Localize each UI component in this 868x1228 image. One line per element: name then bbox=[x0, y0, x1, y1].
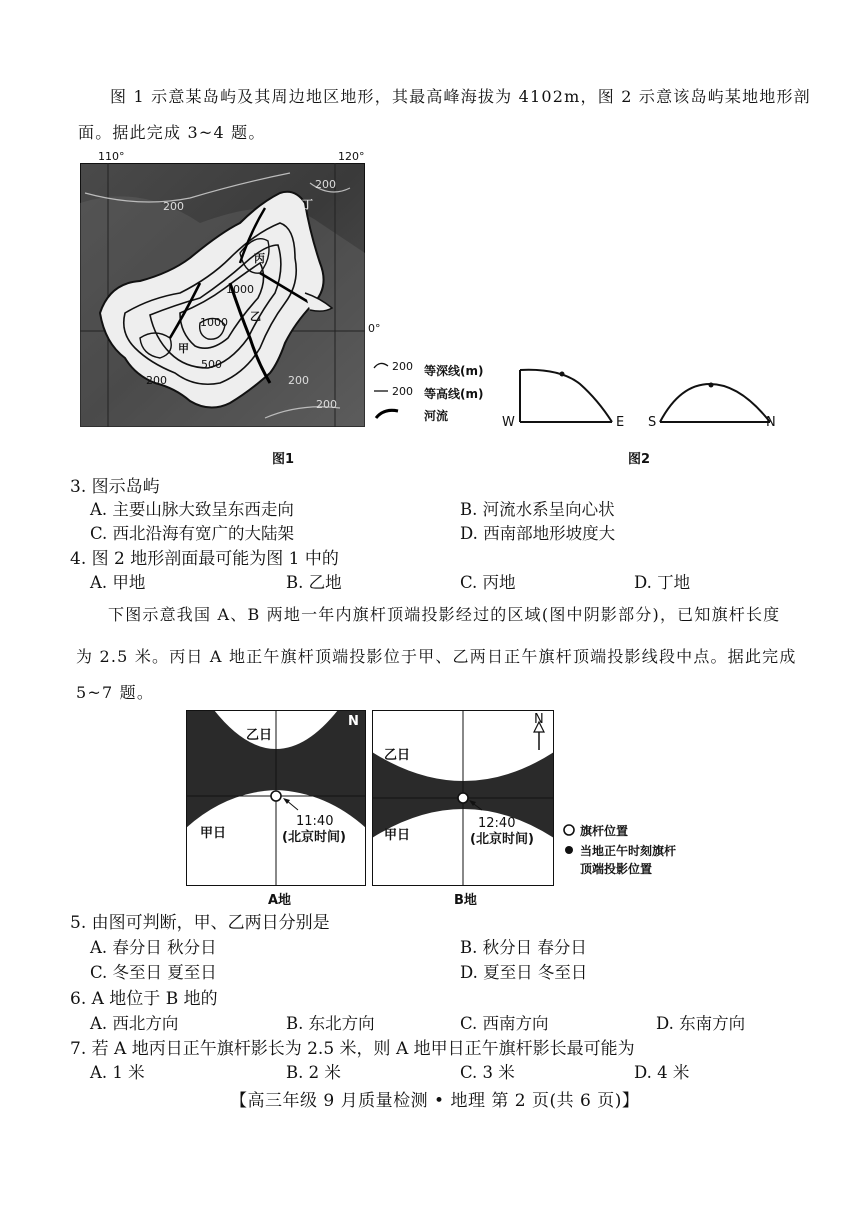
fig1-label-200-tl: 200 bbox=[163, 200, 184, 213]
q6-option-b[interactable]: B. 东北方向 bbox=[286, 1014, 375, 1033]
intro2-line3: 5~7 题。 bbox=[76, 683, 155, 702]
fig2-label-w: W bbox=[502, 415, 515, 430]
q6-option-c[interactable]: C. 西南方向 bbox=[460, 1014, 549, 1033]
fig2-label-e: E bbox=[616, 415, 625, 430]
q3-option-d[interactable]: D. 西南部地形坡度大 bbox=[460, 524, 616, 543]
fig1-label-1000b: 1000 bbox=[200, 316, 228, 329]
q7-option-d[interactable]: D. 4 米 bbox=[634, 1063, 690, 1082]
fig1-legend-contour-value: 200 bbox=[392, 385, 413, 398]
panel-b-caption: B地 bbox=[454, 893, 477, 908]
q7-option-c[interactable]: C. 3 米 bbox=[460, 1063, 515, 1082]
q6-stem: 6. A 地位于 B 地的 bbox=[70, 989, 218, 1009]
q7-option-a[interactable]: A. 1 米 bbox=[90, 1063, 145, 1082]
intro2-line1: 下图示意我国 A、B 两地一年内旗杆顶端投影经过的区域(图中阴影部分)，已知旗杆长度 bbox=[108, 605, 781, 624]
q7-option-b[interactable]: B. 2 米 bbox=[286, 1063, 341, 1082]
q4-stem: 4. 图 2 地形剖面最可能为图 1 中的 bbox=[70, 549, 339, 569]
fig1-label-200-tr: 200 bbox=[315, 178, 336, 191]
panel-a-yi-label: 乙日 bbox=[246, 728, 273, 743]
fig1-label-yi: 乙 bbox=[250, 310, 261, 323]
fig1-legend-depth-label: 等深线(m) bbox=[424, 364, 484, 378]
intro2-line2: 为 2.5 米。丙日 A 地正午旗杆顶端投影位于甲、乙两日正午旗杆顶端投影线段中点。据此完成 bbox=[76, 647, 797, 666]
q5-option-b[interactable]: B. 秋分日 春分日 bbox=[460, 938, 587, 957]
panel-a-beijing-time: (北京时间) bbox=[282, 830, 346, 845]
fig1-label-200-se: 200 bbox=[288, 374, 309, 387]
fig1-label-jia: 甲 bbox=[178, 342, 189, 355]
fig1-caption: 图1 bbox=[272, 452, 295, 467]
panel-b-beijing-time: (北京时间) bbox=[470, 832, 534, 847]
panel-b bbox=[372, 710, 554, 886]
shadow-legend-projection-line1: 当地正午时刻旗杆 bbox=[580, 844, 677, 858]
q3-option-a[interactable]: A. 主要山脉大致呈东西走向 bbox=[90, 500, 294, 519]
fig1-lon-left: 110° bbox=[98, 150, 125, 163]
fig1-legend-contour-label: 等高线(m) bbox=[424, 387, 484, 401]
q3-stem: 3. 图示岛屿 bbox=[70, 477, 160, 497]
fig1-label-ding: 丁 bbox=[302, 198, 313, 211]
fig1-lat: 0° bbox=[368, 322, 381, 335]
q5-option-c[interactable]: C. 冬至日 夏至日 bbox=[90, 963, 217, 982]
page-footer: 【高三年级 9 月质量检测 • 地理 第 2 页(共 6 页)】 bbox=[230, 1091, 640, 1111]
q3-option-b[interactable]: B. 河流水系呈向心状 bbox=[460, 500, 615, 519]
fig2-label-s: S bbox=[648, 415, 657, 430]
panel-a-time: 11:40 bbox=[296, 814, 334, 829]
q4-option-a[interactable]: A. 甲地 bbox=[90, 573, 146, 592]
intro1-line2: 面。据此完成 3~4 题。 bbox=[78, 123, 266, 142]
q6-option-a[interactable]: A. 西北方向 bbox=[90, 1014, 179, 1033]
fig2-caption: 图2 bbox=[628, 452, 651, 467]
q4-option-c[interactable]: C. 丙地 bbox=[460, 573, 516, 592]
shadow-legend-symbols bbox=[562, 824, 578, 860]
fig1-label-200-sw: 200 bbox=[146, 374, 167, 387]
q4-option-d[interactable]: D. 丁地 bbox=[634, 573, 691, 592]
panel-b-jia-label: 甲日 bbox=[384, 828, 411, 843]
panel-a-north-label: N bbox=[348, 714, 359, 729]
fig1-label-200-s: 200 bbox=[316, 398, 337, 411]
fig1-map bbox=[80, 163, 365, 427]
fig1-label-bing: 丙 bbox=[254, 252, 265, 265]
shadow-legend-projection-line2: 顶端投影位置 bbox=[580, 862, 653, 876]
panel-a-jia-label: 甲日 bbox=[200, 826, 227, 841]
q6-option-d[interactable]: D. 东南方向 bbox=[656, 1014, 746, 1033]
fig1-legend-river-label: 河流 bbox=[424, 409, 449, 423]
q4-option-b[interactable]: B. 乙地 bbox=[286, 573, 342, 592]
intro1-line1: 图 1 示意某岛屿及其周边地区地形，其最高峰海拔为 4102m，图 2 示意该岛屿某地地形剖 bbox=[110, 87, 811, 106]
panel-a bbox=[186, 710, 366, 886]
q3-option-c[interactable]: C. 西北沿海有宽广的大陆架 bbox=[90, 524, 295, 543]
panel-a-caption: A地 bbox=[268, 893, 292, 908]
fig1-lon-right: 120° bbox=[338, 150, 365, 163]
fig1-legend-depth-value: 200 bbox=[392, 360, 413, 373]
panel-b-north-label: N bbox=[534, 712, 544, 727]
shadow-legend-pole: 旗杆位置 bbox=[580, 824, 629, 838]
q5-stem: 5. 由图可判断，甲、乙两日分别是 bbox=[70, 913, 330, 933]
q5-option-d[interactable]: D. 夏至日 冬至日 bbox=[460, 963, 588, 982]
fig2-label-n: N bbox=[766, 415, 776, 430]
panel-b-time: 12:40 bbox=[478, 816, 516, 831]
panel-b-yi-label: 乙日 bbox=[384, 748, 411, 763]
fig1-label-500: 500 bbox=[201, 358, 222, 371]
q7-stem: 7. 若 A 地丙日正午旗杆影长为 2.5 米，则 A 地甲日正午旗杆影长最可能为 bbox=[70, 1039, 635, 1059]
fig1-label-1000a: 1000 bbox=[226, 283, 254, 296]
q5-option-a[interactable]: A. 春分日 秋分日 bbox=[90, 938, 217, 957]
